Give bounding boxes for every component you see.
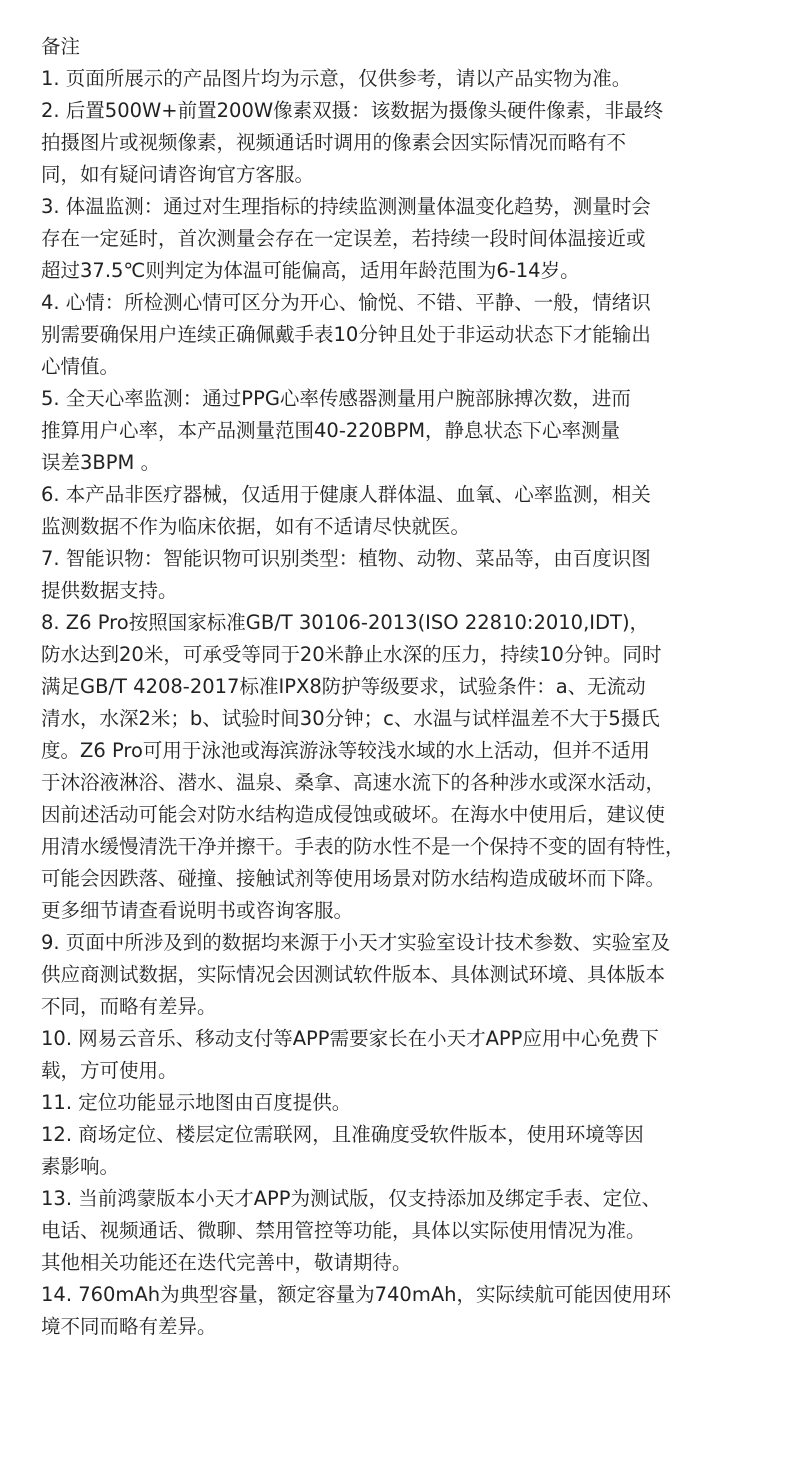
note-line: 监测数据不作为临床依据，如有不适请尽快就医。 xyxy=(41,515,471,538)
note-line: 2. 后置500W+前置200W像素双摄：该数据为摄像头硬件像素，非最终 xyxy=(41,99,664,122)
note-line: 防水达到20米，可承受等同于20米静止水深的压力，持续10分钟。同时 xyxy=(41,643,662,666)
note-line: 5. 全天心率监测：通过PPG心率传感器测量用户腕部脉搏次数，进而 xyxy=(41,387,631,410)
note-line: 1. 页面所展示的产品图片均为示意，仅供参考，请以产品实物为准。 xyxy=(41,67,632,90)
note-line: 提供数据支持。 xyxy=(41,579,178,602)
note-line: 载，方可使用。 xyxy=(41,1059,178,1082)
note-line: 存在一定延时，首次测量会存在一定误差，若持续一段时间体温接近或 xyxy=(41,227,646,250)
note-item xyxy=(41,479,786,543)
note-line: 度。Z6 Pro可用于泳池或海滨游泳等较浅水域的水上活动，但并不适用 xyxy=(41,739,650,762)
note-line: 其他相关功能还在迭代完善中，敬请期待。 xyxy=(41,1251,412,1274)
note-line: 12. 商场定位、楼层定位需联网，且准确度受软件版本，使用环境等因 xyxy=(41,1123,644,1146)
note-line: 8. Z6 Pro按照国家标准GB/T 30106-2013(ISO 22810:2010,IDT)， xyxy=(41,611,650,634)
note-line: 6. 本产品非医疗器械，仅适用于健康人群体温、血氧、心率监测，相关 xyxy=(41,483,651,506)
note-line: 同，如有疑问请咨询官方客服。 xyxy=(41,163,315,186)
note-line: 别需要确保用户连续正确佩戴手表10分钟且处于非运动状态下才能输出 xyxy=(41,323,651,346)
note-line: 13. 当前鸿蒙版本小天才APP为测试版，仅支持添加及绑定手表、定位、 xyxy=(41,1187,662,1210)
note-line: 心情值。 xyxy=(41,355,120,378)
note-line: 素影响。 xyxy=(41,1155,120,1178)
notes-document xyxy=(41,31,786,1343)
note-line: 9. 页面中所涉及到的数据均来源于小天才实验室设计技术参数、实验室及 xyxy=(41,931,671,954)
note-line: 推算用户心率，本产品测量范围40-220BPM，静息状态下心率测量 xyxy=(41,419,621,442)
note-line: 供应商测试数据，实际情况会因测试软件版本、具体测试环境、具体版本 xyxy=(41,963,666,986)
note-line: 可能会因跌落、碰撞、接触试剂等使用场景对防水结构造成破坏而下降。 xyxy=(41,867,666,890)
note-item xyxy=(41,383,786,479)
note-line: 14. 760mAh为典型容量，额定容量为740mAh，实际续航可能因使用环 xyxy=(41,1283,672,1306)
note-line: 拍摄图片或视频像素，视频通话时调用的像素会因实际情况而略有不 xyxy=(41,131,627,154)
note-item xyxy=(41,95,786,191)
note-item xyxy=(41,1119,786,1183)
note-line: 更多细节请查看说明书或咨询客服。 xyxy=(41,899,354,922)
note-line: 超过37.5℃则判定为体温可能偏高，适用年龄范围为6-14岁。 xyxy=(41,259,580,282)
note-line: 7. 智能识物：智能识物可识别类型：植物、动物、菜品等，由百度识图 xyxy=(41,547,651,570)
note-line: 满足GB/T 4208-2017标准IPX8防护等级要求，试验条件：a、无流动 xyxy=(41,675,646,698)
notes-title: 备注 xyxy=(41,35,81,58)
note-item xyxy=(41,287,786,383)
note-item xyxy=(41,1183,786,1279)
note-line: 4. 心情：所检测心情可区分为开心、愉悦、不错、平静、一般，情绪识 xyxy=(41,291,651,314)
note-line: 10. 网易云音乐、移动支付等APP需要家长在小天才APP应用中心免费下 xyxy=(41,1027,659,1050)
note-item xyxy=(41,1279,786,1343)
note-line: 用清水缓慢清洗干净并擦干。手表的防水性不是一个保持不变的固有特性， xyxy=(41,835,685,858)
notes-list xyxy=(41,63,786,1343)
note-item xyxy=(41,607,786,927)
note-item xyxy=(41,543,786,607)
note-line: 电话、视频通话、微聊、禁用管控等功能，具体以实际使用情况为准。 xyxy=(41,1219,646,1242)
note-line: 境不同而略有差异。 xyxy=(41,1315,217,1338)
note-line: 3. 体温监测：通过对生理指标的持续监测测量体温变化趋势，测量时会 xyxy=(41,195,651,218)
note-item xyxy=(41,1087,786,1119)
note-line: 11. 定位功能显示地图由百度提供。 xyxy=(41,1091,352,1114)
note-item xyxy=(41,927,786,1023)
note-line: 因前述活动可能会对防水结构造成侵蚀或破坏。在海水中使用后，建议使 xyxy=(41,803,666,826)
note-item xyxy=(41,191,786,287)
note-line: 误差3BPM 。 xyxy=(41,451,161,474)
note-item xyxy=(41,63,786,95)
note-line: 不同，而略有差异。 xyxy=(41,995,217,1018)
note-line: 清水，水深2米；b、试验时间30分钟；c、水温与试样温差不大于5摄氏 xyxy=(41,707,660,730)
note-line: 于沐浴液淋浴、潜水、温泉、桑拿、高速水流下的各种涉水或深水活动， xyxy=(41,771,666,794)
note-item xyxy=(41,1023,786,1087)
